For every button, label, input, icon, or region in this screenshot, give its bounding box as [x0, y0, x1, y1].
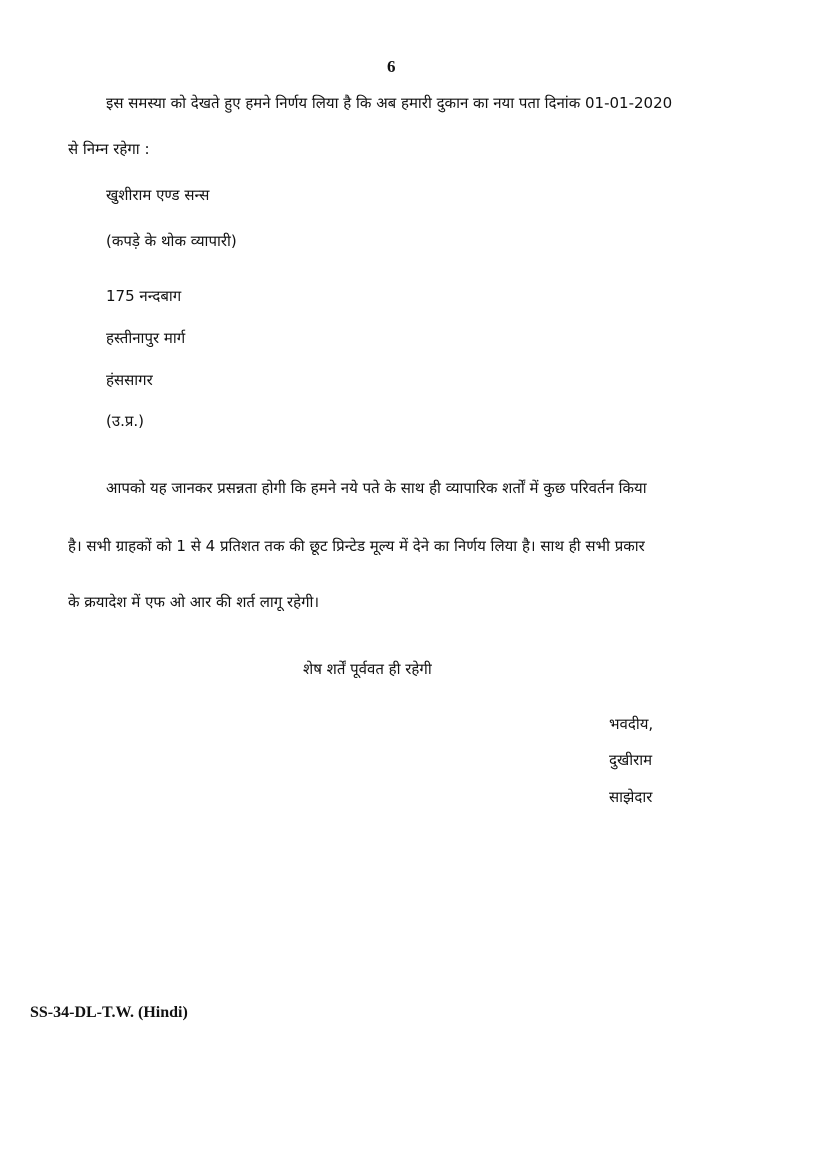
paragraph2-line3: के क्रयादेश में एफ ओ आर की शर्त लागू रहेगी।	[68, 593, 320, 611]
address-street: 175 नन्दबाग	[106, 287, 182, 305]
footer-code: SS-34-DL-T.W. (Hindi)	[30, 1004, 188, 1021]
paragraph1-line1: इस समस्या को देखते हुए हमने निर्णय लिया है कि अब हमारी दुकान का नया पता दिनांक 01-01-2020	[106, 94, 673, 112]
address-city: हंससागर	[106, 371, 153, 389]
paragraph2-line1: आपको यह जानकर प्रसन्नता होगी कि हमने नये पते के साथ ही व्यापारिक शर्तों में कुछ परिवर्तन किया	[106, 479, 647, 497]
address-state: (उ.प्र.)	[106, 412, 144, 430]
closing-salutation: भवदीय,	[609, 715, 654, 733]
paragraph2-line2: है। सभी ग्राहकों को 1 से 4 प्रतिशत तक की छूट प्रिन्टेड मूल्य में देने का निर्णय लिया है। साथ ही सभी प्रकार	[68, 537, 645, 555]
remaining-terms: शेष शर्तें पूर्ववत ही रहेगी	[303, 660, 432, 678]
page-number: 6	[387, 57, 396, 76]
paragraph1-line2: से निम्न रहेगा :	[68, 140, 150, 158]
address-name: खुशीराम एण्ड सन्स	[106, 186, 210, 204]
closing-sender: दुखीराम	[609, 751, 653, 769]
address-business: (कपड़े के थोक व्यापारी)	[106, 232, 237, 250]
closing-designation: साझेदार	[609, 788, 653, 806]
address-road: हस्तीनापुर मार्ग	[106, 329, 186, 347]
